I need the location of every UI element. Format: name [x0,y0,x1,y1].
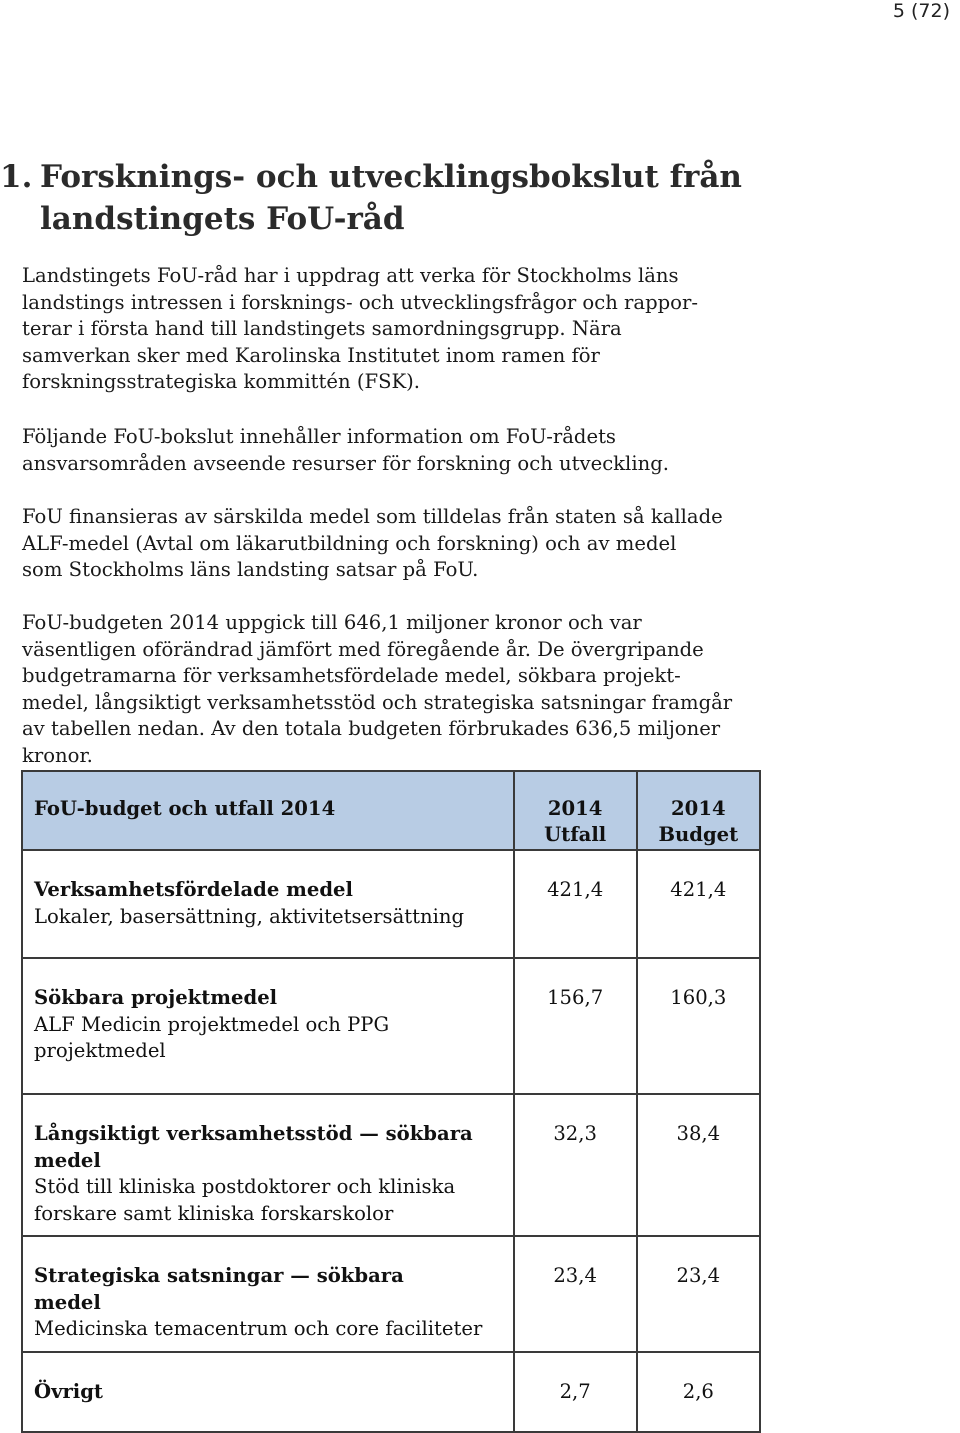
row-title: Övrigt [34,1379,103,1403]
text-line: forskningsstrategiska kommittén (FSK). [22,370,420,393]
utfall-value: 32,3 [514,1094,637,1236]
row-label-cell [22,1094,514,1236]
paragraph-budget [22,610,762,769]
row-title: Strategiska satsningar — sökbara medel [34,1264,404,1314]
text-line: som Stockholms läns landsting satsar på FoU. [22,558,479,581]
budget-value: 23,4 [637,1236,760,1352]
page-number: 5 (72) [892,0,950,22]
text-line: Landstingets FoU-råd har i uppdrag att verka för Stockholms läns [22,264,679,287]
column-header-label: Budget [658,823,739,846]
column-header-year: 2014 [547,797,603,820]
utfall-value: 156,7 [514,958,637,1094]
column-header-budget [637,771,760,850]
utfall-value: 23,4 [514,1236,637,1352]
text-line: Följande FoU-bokslut innehåller information om FoU-rådets [22,425,616,448]
text-line: terar i första hand till landstingets samordningsgrupp. Nära [22,317,622,340]
section-title-line-1: Forsknings- och utvecklingsbokslut från [40,159,742,195]
row-label-cell [22,1236,514,1352]
text-line: av tabellen nedan. Av den totala budgeten förbrukades 636,5 miljoner [22,717,721,740]
paragraph-intro [22,263,762,396]
budget-value: 2,6 [637,1352,760,1432]
table-row [22,1236,760,1352]
section-title-line-2: landstingets FoU-råd [40,201,405,237]
budget-table [21,770,761,1433]
column-header-utfall [514,771,637,850]
text-line: kronor. [22,743,93,767]
row-description: ALF Medicin projektmedel och PPG projektmedel [34,1012,390,1062]
row-title: Långsiktigt verksamhetsstöd — sökbara medel [34,1122,473,1172]
utfall-value: 2,7 [514,1352,637,1432]
row-title: Verksamhetsfördelade medel [34,878,353,901]
paragraph-contents [22,424,762,477]
row-description: Medicinska temacentrum och core faciliteter [34,1317,483,1340]
text-line: FoU-budgeten 2014 uppgick till 646,1 miljoner kronor och var [22,611,642,634]
section-heading [0,156,940,240]
budget-value: 38,4 [637,1094,760,1236]
table-header-row [22,771,760,850]
row-description: Stöd till kliniska postdoktorer och kliniska forskare samt kliniska forskarskolor [34,1175,456,1225]
row-title: Sökbara projektmedel [34,986,278,1009]
text-line: FoU finansieras av särskilda medel som tilldelas från staten så kallade [22,505,723,528]
column-header-label: Utfall [544,823,607,846]
text-line: ALF-medel (Avtal om läkarutbildning och forskning) och av medel [22,531,677,555]
text-line: samverkan sker med Karolinska Institutet inom ramen för [22,343,600,367]
section-number: 1. [0,159,33,195]
table-title: FoU-budget och utfall 2014 [22,771,514,850]
table-row [22,1094,760,1236]
paragraph-financing [22,504,762,584]
table-row [22,850,760,958]
text-line: budgetramarna för verksamhetsfördelade medel, sökbara projekt- [22,664,681,687]
column-header-year: 2014 [671,797,726,820]
text-line: väsentligen oförändrad jämfört med föregående år. De övergripande [22,637,704,661]
row-description: Lokaler, basersättning, aktivitetsersättning [34,904,465,928]
row-label-cell [22,850,514,958]
utfall-value: 421,4 [514,850,637,958]
budget-value: 421,4 [637,850,760,958]
table-row [22,958,760,1094]
budget-value: 160,3 [637,958,760,1094]
row-label-cell [22,958,514,1094]
text-line: medel, långsiktigt verksamhetsstöd och strategiska satsningar framgår [22,690,733,714]
text-line: ansvarsområden avseende resurser för forskning och utveckling. [22,451,669,475]
text-line: landstings intressen i forsknings- och utvecklingsfrågor och rappor- [22,290,698,314]
